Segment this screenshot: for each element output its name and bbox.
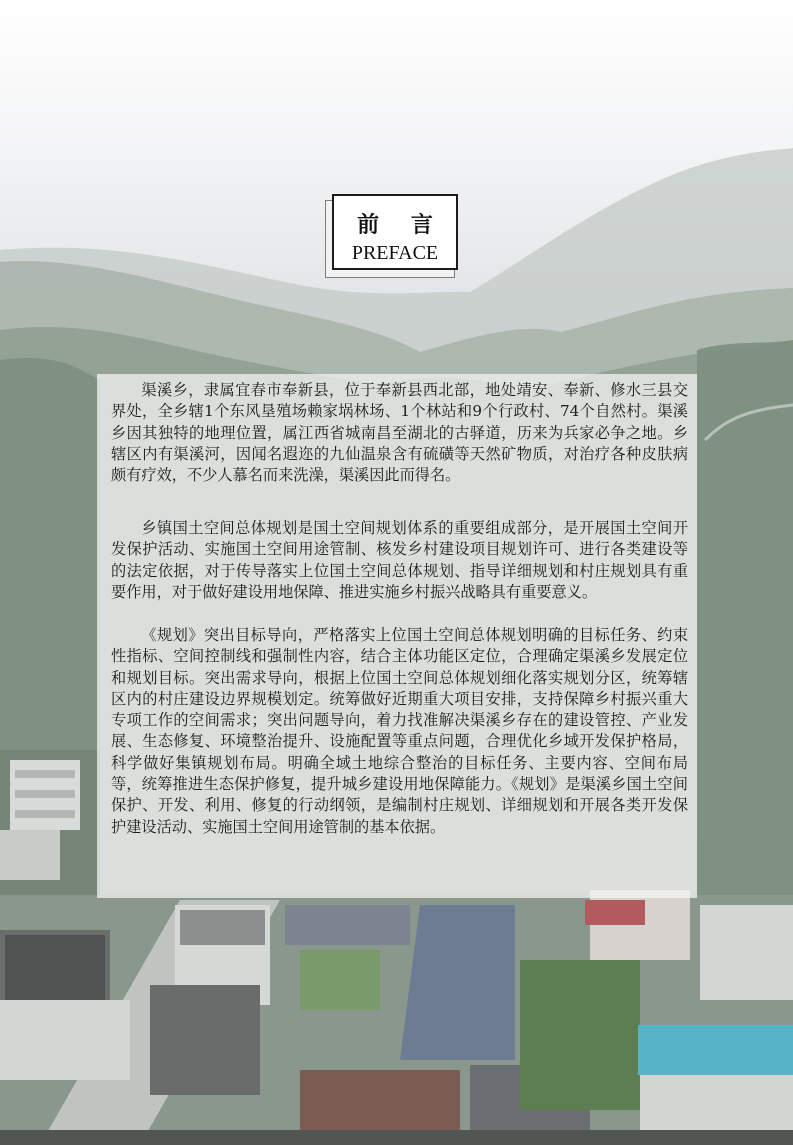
preface-title-box [325, 194, 461, 278]
preface-paragraph-1: 渠溪乡，隶属宜春市奉新县，位于奉新县西北部，地处靖安、奉新、修水三县交界处，全乡辖1个东风垦殖场赖家埚林场、1个林站和9个行政村、74个自然村。渠溪乡因其独特的地理位置，属江西省城南昌至湖北的古驿道，历来为兵家必争之地。乡辖区内有渠溪河，因闻名遐迩的九仙温泉含有硫磺等天然矿物质，对治疗各种皮肤病颇有疗效，不少人慕名而来洗澡，渠溪因此而得名。 [111, 381, 688, 485]
preface-title-chinese: 前 言 [357, 213, 445, 238]
preface-paragraph-3: 《规划》突出目标导向，严格落实上位国土空间总体规划明确的目标任务、约束性指标、空间控制线和强制性内容，结合主体功能区定位，合理确定渠溪乡发展定位和规划目标。突出需求导向，根据上位国土空间总体规划细化落实规划分区，统筹辖区内的村庄建设边界规模划定。统筹做好近期重大项目安排，支持保障乡村振兴重大专项工作的空间需求；突出问题导向，着力找准解决渠溪乡存在的建设管控、产业发展、生态修复、环境整治提升、设施配置等重点问题，合理优化乡域开发保护格局，科学做好集镇规划布局。明确全域土地综合整治的目标任务、主要内容、空间布局等，统筹推进生态保护修复，提升城乡建设用地保障能力。《规划》是渠溪乡国土空间保护、开发、利用、修复的行动纲领，是编制村庄规划、详细规划和开展各类开发保护建设活动、实施国土空间用途管制的基本依据。 [111, 626, 688, 836]
title-box-frame [332, 194, 458, 270]
preface-paragraph-2: 乡镇国土空间总体规划是国土空间规划体系的重要组成部分，是开展国土空间开发保护活动、实施国土空间用途管制、核发乡村建设项目规划许可、进行各类建设等的法定依据，对于传导落实上位国土空间总体规划、指导详细规划和村庄规划具有重要作用，对于做好建设用地保障、推进实施乡村振兴战略具有重要意义。 [111, 519, 688, 601]
preface-title-english: PREFACE [351, 242, 439, 264]
